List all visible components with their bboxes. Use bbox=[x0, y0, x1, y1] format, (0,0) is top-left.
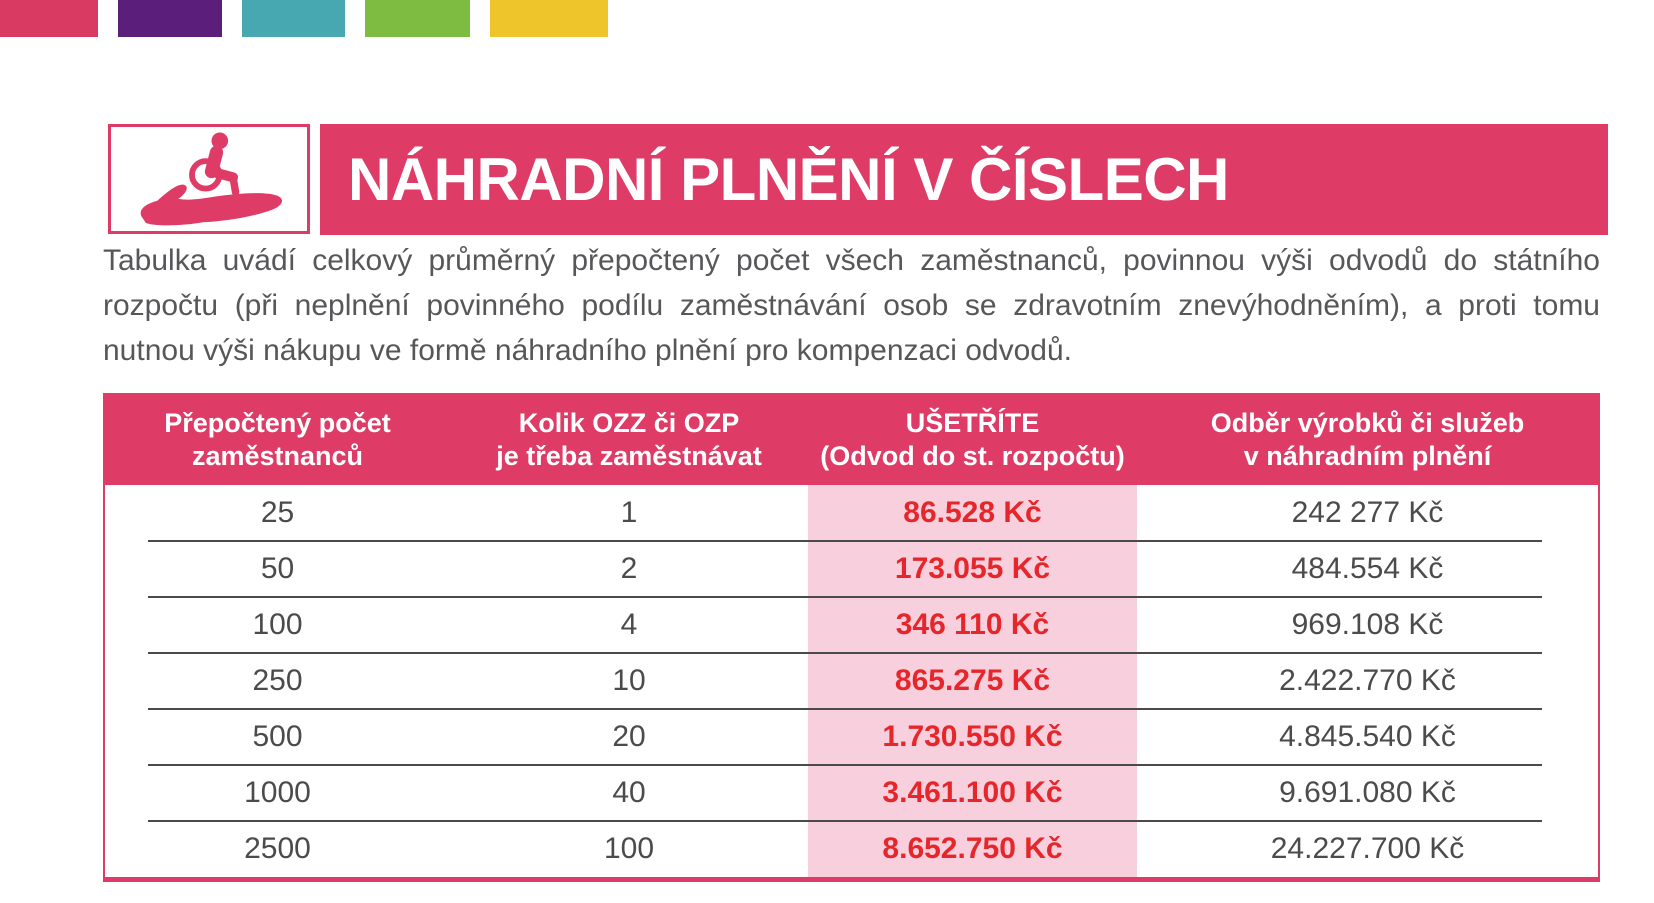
header-line: (Odvod do st. rozpočtu) bbox=[820, 441, 1125, 471]
table-row bbox=[105, 541, 1598, 597]
cell-savings: 8.652.750 Kč bbox=[808, 821, 1137, 877]
page-title: NÁHRADNÍ PLNĚNÍ V ČÍSLECH bbox=[348, 146, 1229, 213]
header-line: Odběr výrobků či služeb bbox=[1210, 408, 1525, 438]
cell-savings: 3.461.100 Kč bbox=[808, 765, 1137, 821]
cell-employees: 500 bbox=[252, 720, 303, 753]
column-header-ozp bbox=[450, 395, 808, 485]
table-row bbox=[105, 597, 1598, 653]
cell-savings: 86.528 Kč bbox=[808, 485, 1137, 541]
header-line: Přepočtený počet bbox=[164, 408, 391, 438]
column-header-purchase bbox=[1137, 395, 1598, 485]
cell-savings: 173.055 Kč bbox=[808, 541, 1137, 597]
cell-employees: 2500 bbox=[244, 832, 311, 865]
cell-ozp: 100 bbox=[603, 832, 655, 865]
intro-paragraph: Tabulka uvádí celkový průměrný přepočtený počet všech zaměstnanců, povinnou výši odvodů do státního rozpočtu (při neplnění povinného podílu zaměstnávání osob se zdravotním znevýhodněním), a proti tomu nutnou výši nákupu ve formě náhradního plnění pro kompenzaci odvodů. bbox=[103, 244, 1600, 367]
header-line: zaměstnanců bbox=[191, 441, 364, 471]
header-line: v náhradním plnění bbox=[1243, 441, 1492, 471]
cell-ozp: 1 bbox=[620, 496, 638, 529]
logo-box bbox=[108, 124, 310, 234]
cell-employees: 25 bbox=[260, 496, 295, 529]
cell-purchase: 969.108 Kč bbox=[1291, 608, 1444, 641]
cell-employees: 100 bbox=[252, 608, 303, 641]
table-row bbox=[105, 709, 1598, 765]
cell-purchase: 4.845.540 Kč bbox=[1279, 720, 1456, 753]
cell-ozp: 20 bbox=[612, 720, 646, 753]
palette-square-yellow bbox=[490, 0, 608, 37]
palette-square-purple bbox=[118, 0, 222, 37]
table-row bbox=[105, 765, 1598, 821]
title-banner bbox=[320, 124, 1608, 235]
cell-savings: 1.730.550 Kč bbox=[808, 709, 1137, 765]
header-line: Kolik OZZ či OZP bbox=[518, 408, 740, 438]
cell-purchase: 2.422.770 Kč bbox=[1279, 664, 1456, 697]
table-body bbox=[105, 485, 1598, 877]
table-row bbox=[105, 821, 1598, 877]
cell-purchase: 242 277 Kč bbox=[1291, 496, 1444, 529]
cell-ozp: 10 bbox=[612, 664, 646, 697]
column-header-savings bbox=[808, 395, 1137, 485]
hand-holding-wheelchair-icon bbox=[121, 130, 297, 228]
header-line: UŠETŘÍTE bbox=[905, 408, 1040, 438]
cell-employees: 250 bbox=[252, 664, 303, 697]
cell-purchase: 9.691.080 Kč bbox=[1279, 776, 1456, 809]
cell-ozp: 4 bbox=[620, 608, 638, 641]
table-row bbox=[105, 653, 1598, 709]
header-line: je třeba zaměstnávat bbox=[496, 441, 762, 471]
column-header-employees bbox=[105, 395, 450, 485]
table-row bbox=[105, 485, 1598, 541]
cell-savings: 865.275 Kč bbox=[808, 653, 1137, 709]
cell-employees: 1000 bbox=[244, 776, 311, 809]
palette-square-green bbox=[365, 0, 470, 37]
table-header-row bbox=[105, 395, 1598, 485]
cell-purchase: 24.227.700 Kč bbox=[1270, 832, 1465, 865]
cell-ozp: 2 bbox=[620, 552, 638, 585]
palette-square-teal bbox=[242, 0, 345, 37]
cell-employees: 50 bbox=[260, 552, 295, 585]
cell-ozp: 40 bbox=[612, 776, 646, 809]
cell-savings: 346 110 Kč bbox=[808, 597, 1137, 653]
palette-square-pink bbox=[0, 0, 98, 37]
data-table bbox=[103, 393, 1600, 882]
cell-purchase: 484.554 Kč bbox=[1291, 552, 1444, 585]
